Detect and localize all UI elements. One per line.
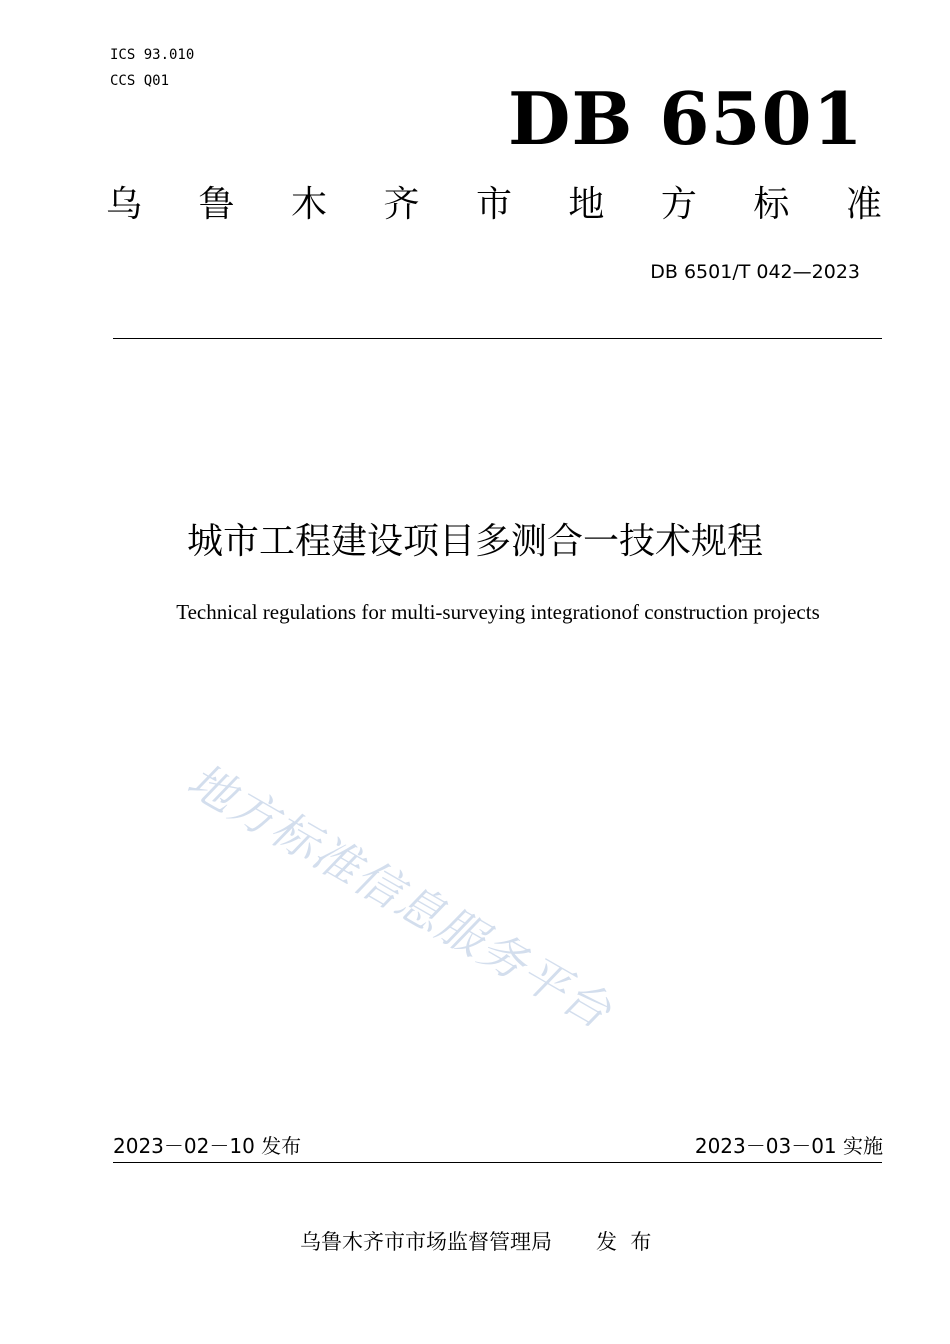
category-char: 木 [290,184,327,225]
ccs-code: CCS Q01 [110,73,170,89]
standard-number: DB 6501/T 042—2023 [650,261,860,283]
standard-category [106,180,882,230]
db-logo: DB 6501 [508,76,864,161]
header-divider [113,338,882,339]
publisher-name: 乌鲁木齐市市场监督管理局 [300,1230,552,1254]
category-char: 乌 [106,184,143,225]
category-char: 准 [845,184,882,225]
document-title-chinese: 城市工程建设项目多测合一技术规程 [186,521,763,562]
category-char: 方 [660,184,697,225]
footer-divider [113,1162,882,1163]
publisher-line [300,1228,651,1256]
issue-date: 2023－02－10 发布 [113,1134,302,1158]
category-char: 鲁 [198,184,235,225]
category-char: 市 [475,184,512,225]
category-char: 地 [568,184,605,225]
category-char: 标 [753,184,790,225]
watermark: 地方标准信息服务平台 [178,752,622,1040]
implementation-date: 2023－03－01 实施 [694,1134,883,1158]
document-title-english: Technical regulations for multi-surveying integrationof construction projects [176,600,820,624]
category-char: 齐 [383,184,420,225]
publish-label: 发 布 [596,1230,652,1254]
ics-code: ICS 93.010 [110,47,195,63]
